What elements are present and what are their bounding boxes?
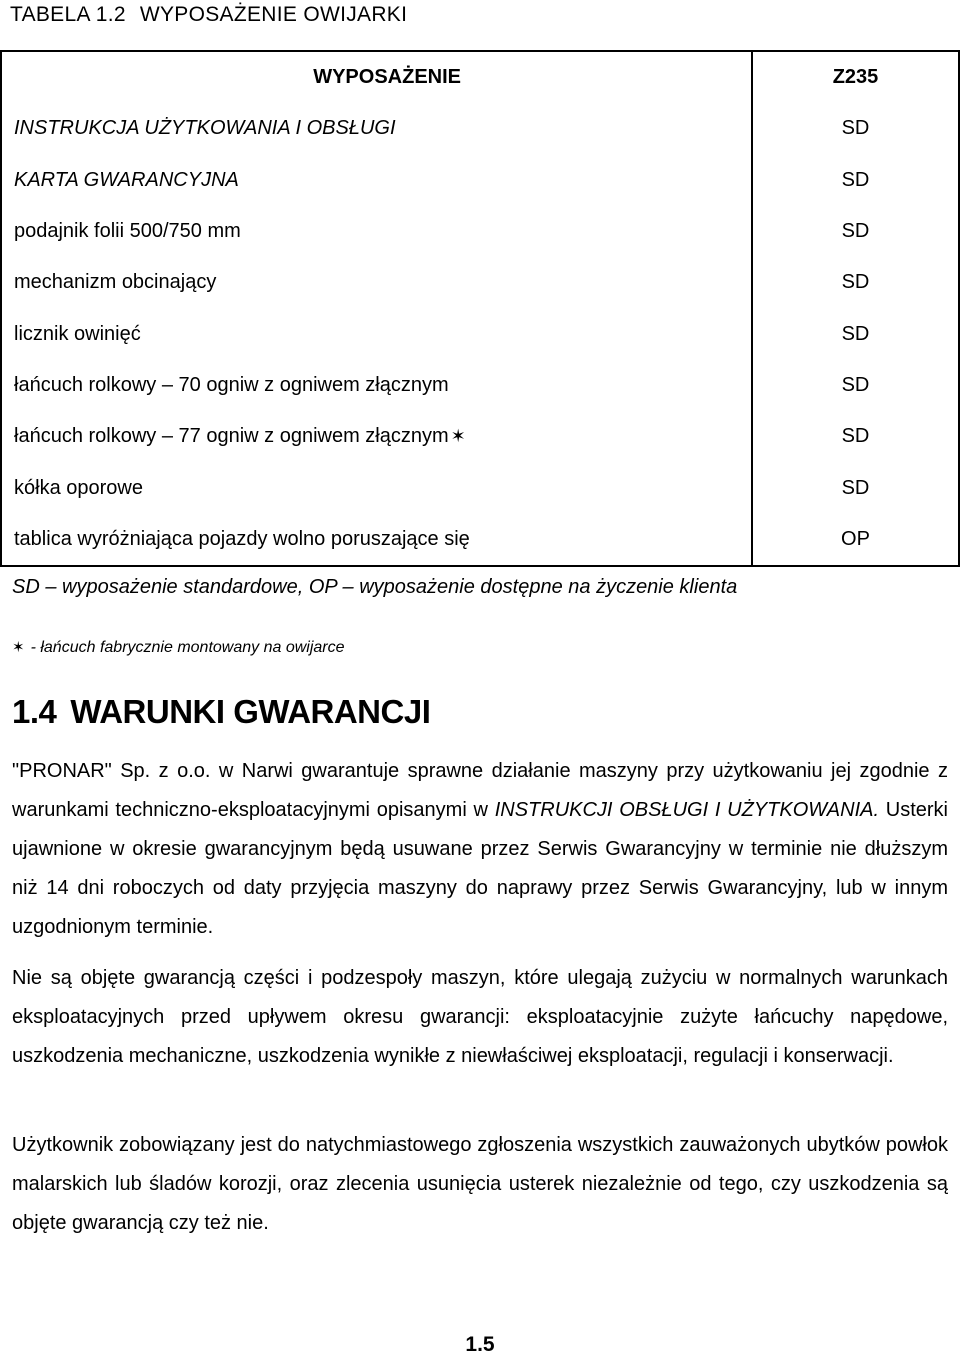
paragraph-text: Usterki ujawnione w okresie gwarancyjnym będą usuwane przez Serwis Gwarancyjny w terminie nie dłuższym niż 14 dni roboczych od daty przyjęcia maszyny do naprawy przez Serwis Gwarancyjny, lub w innym uzgodnionym terminie. (12, 799, 948, 938)
table-legend: SD – wyposażenie standardowe, OP – wyposażenie dostępne na życzenie klienta (12, 576, 738, 598)
table-row (1, 103, 959, 154)
table-row (1, 360, 959, 411)
table-row (1, 308, 959, 359)
footnote (12, 638, 345, 657)
row-value: SD (752, 411, 959, 462)
row-name: łańcuch rolkowy – 70 ogniw z ogniwem złącznym (1, 360, 752, 411)
row-name: KARTA GWARANCYJNA (1, 155, 752, 206)
row-name: podajnik folii 500/750 mm (1, 206, 752, 257)
footnote-text: - łańcuch fabrycznie montowany na owijarce (30, 639, 345, 656)
table-row (1, 514, 959, 566)
star-icon: ✶ (450, 426, 466, 447)
manual-reference: INSTRUKCJI OBSŁUGI I UŻYTKOWANIA. (494, 799, 880, 821)
row-value: SD (752, 257, 959, 308)
section-heading (12, 693, 430, 731)
row-value: SD (752, 360, 959, 411)
row-name: licznik owinięć (1, 308, 752, 359)
row-name: tablica wyróżniająca pojazdy wolno poruszające się (1, 514, 752, 566)
row-value: SD (752, 206, 959, 257)
row-value: OP (752, 514, 959, 566)
row-value: SD (752, 155, 959, 206)
table-title-text: WYPOSAŻENIE OWIJARKI (139, 3, 408, 26)
row-value: SD (752, 308, 959, 359)
header-model: Z235 (752, 51, 959, 103)
equipment-table (0, 50, 960, 567)
row-name: INSTRUKCJA UŻYTKOWANIA I OBSŁUGI (1, 103, 752, 154)
row-value: SD (752, 462, 959, 513)
table-row (1, 462, 959, 513)
table-row (1, 257, 959, 308)
table-row (1, 155, 959, 206)
row-value: SD (752, 103, 959, 154)
paragraph-user-obligations: Użytkownik zobowiązany jest do natychmiastowego zgłoszenia wszystkich zauważonych ubytków powłok malarskich lub śladów korozji, oraz zlecenia usunięcia usterek niezależnie od tego, czy uszkodzenia są objęte gwarancją czy też nie. (12, 1134, 948, 1234)
paragraph-exclusions: Nie są objęte gwarancją części i podzespoły maszyn, które ulegają zużyciu w normalnych warunkach eksploatacyjnych przed upływem okresu gwarancji: eksploatacyjnie zużyte łańcuchy napędowe, uszkodzenia mechaniczne, uszkodzenia wynikłe z niewłaściwej eksploatacji, regulacji i konserwacji. (12, 967, 948, 1067)
row-name: mechanizm obcinający (1, 257, 752, 308)
section-title: WARUNKI GWARANCJI (70, 693, 431, 730)
section-number: 1.4 (12, 693, 57, 730)
table-header-row (1, 51, 959, 103)
table-row (1, 206, 959, 257)
row-name: kółka oporowe (1, 462, 752, 513)
table-row (1, 411, 959, 462)
page-number: 1.5 (465, 1333, 495, 1356)
star-icon: ✶ (12, 639, 25, 656)
paragraph-text: "PRONAR" Sp. z o.o. w Narwi gwarantuje sprawne działanie maszyny przy użytkowaniu jej zgodnie z warunkami techniczno-eksploatacyjnymi opisanymi w (12, 760, 948, 821)
table-title (10, 3, 407, 27)
table-number: TABELA 1.2 (10, 3, 126, 26)
paragraph-warranty (12, 752, 948, 947)
header-equipment: WYPOSAŻENIE (1, 51, 752, 103)
row-name-text: łańcuch rolkowy – 77 ogniw z ogniwem złącznym (14, 425, 449, 448)
row-name-with-star (1, 411, 752, 462)
